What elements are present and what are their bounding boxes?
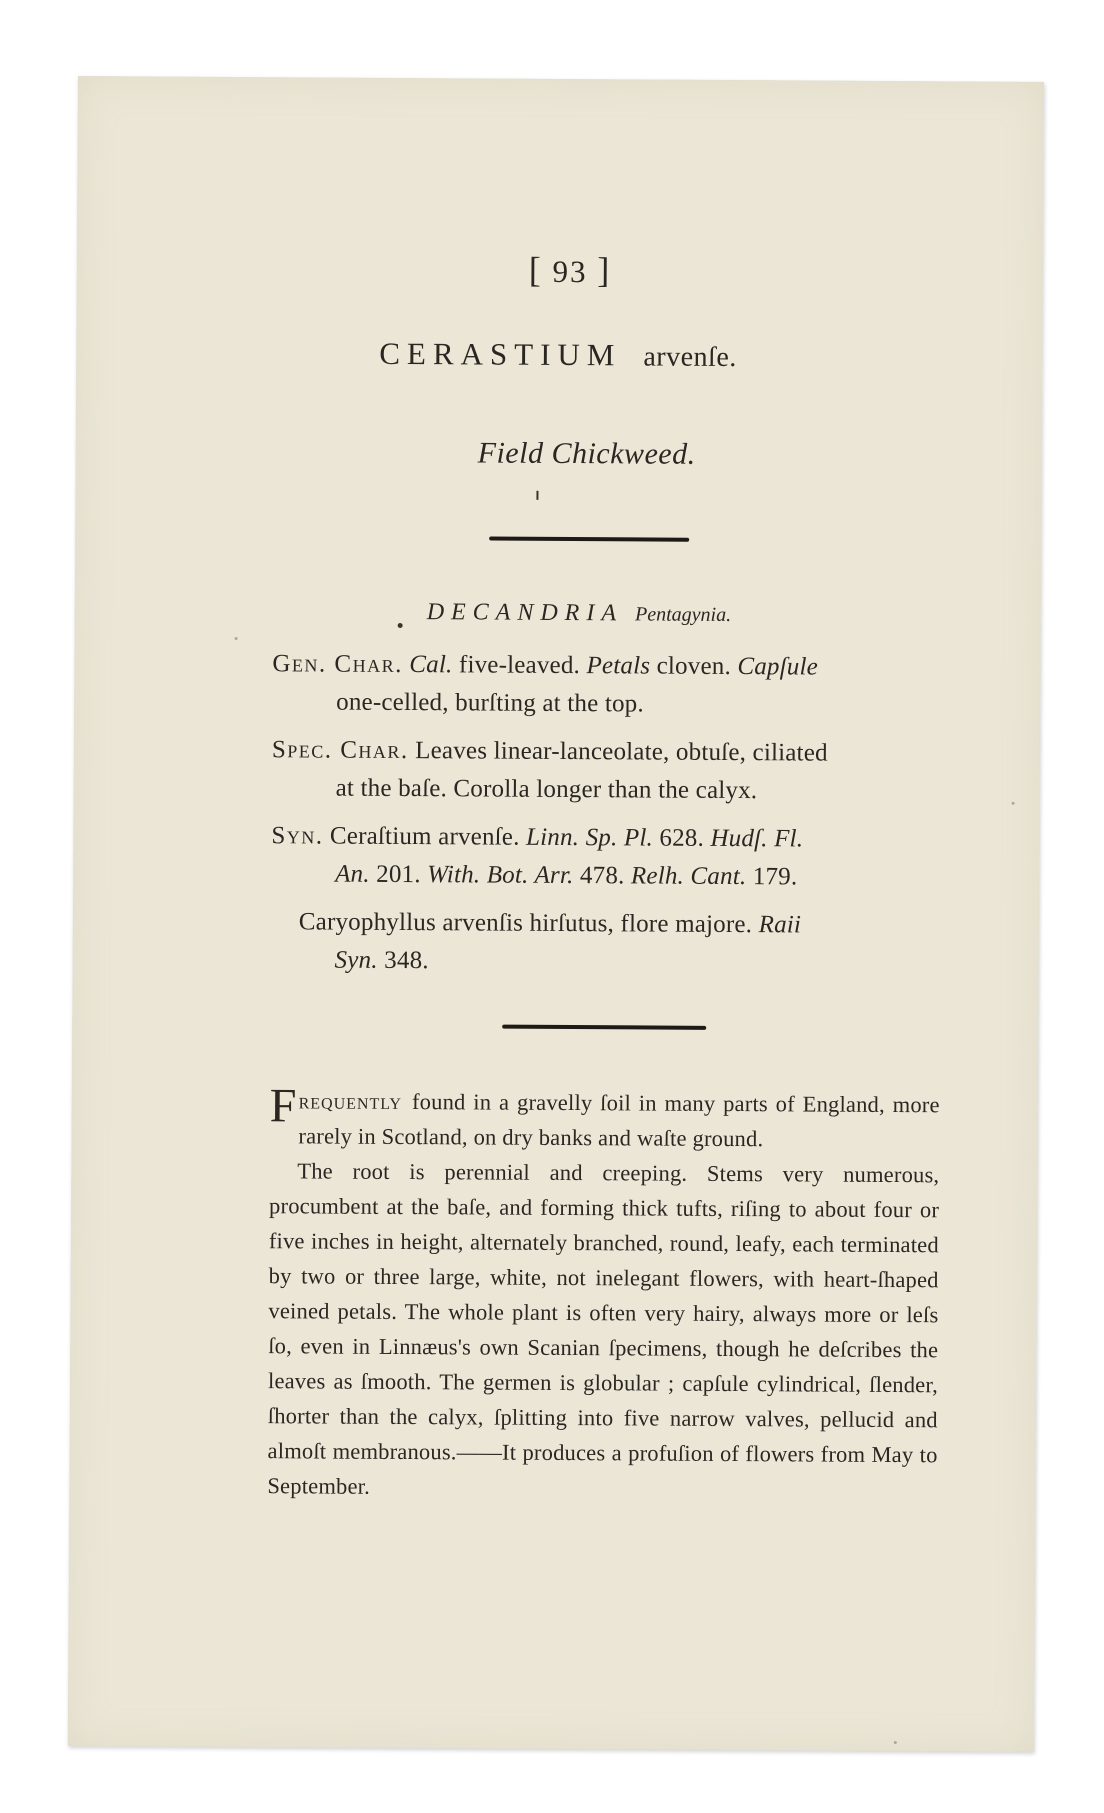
paper-speck [235,637,238,640]
species-name: arvenſe. [643,341,737,374]
order-name: Pentagynia. [634,603,732,626]
description-paragraph: Frequently found in a gravelly ſoil in many parts of England, more rarely in Scotland, on dry banks and waſte ground. [269,1079,940,1152]
specific-character: Spec. Char. Leaves linear-lanceolate, obtuſe, ciliated at the baſe. Corolla longer than the calyx. [271,736,828,805]
drop-cap: F [269,1079,297,1133]
paper-speck [1012,802,1015,805]
spec-char-label: Spec. Char. [271,736,409,765]
synonym-ray: Caryophyllus arvenſis hirſutus, flore majore. Raii Syn. 348. [298,908,802,975]
description-text [267,1079,940,1507]
common-name: Field Chickweed. [477,436,696,471]
genus-name: CERASTIUM [379,335,622,373]
page-number: [ 93 ] [528,249,612,291]
plant-title [379,336,737,374]
syn-label: Syn. [271,822,324,850]
synonyms: Syn. Ceraſtium arvenſe. Linn. Sp. Pl. 628. Hudſ. Fl. An. 201. With. Bot. Arr. 478. Relh. Cant. 179. [271,822,804,891]
linnaean-class [427,599,732,628]
ink-mark [536,491,538,500]
book-page [68,76,1044,1752]
description-paragraph: The root is perennial and creeping. Stems very numerous, procumbent at the baſe, and forming thick tufts, riſing to about four or five inches in height, alternately branched, round, leafy, each terminated by two or three large, white, not inelegant flowers, with heart-ſhaped veined petals. The whole plant is often very hairy, always more or leſs ſo, even in Linnæus's own Scanian ſpecimens, though he deſcribes the leaves as ſmooth. The germen is globular ; capſule cylindrical, ſlender, ſhorter than the calyx, ſplitting into five narrow valves, pellucid and almoſt membranous.——It produces a profuſion of flowers from May to September. [267,1158,940,1499]
paper-speck [894,1741,897,1744]
class-name: DECANDRIA [426,599,624,627]
gen-char-label: Gen. Char. [272,650,403,678]
generic-character: Gen. Char. Cal. five-leaved. Petals cloven. Capſule one-celled, burſting at the top. [272,650,819,718]
divider-rule [489,537,689,542]
ink-dot [398,623,403,628]
divider-rule [502,1025,706,1030]
